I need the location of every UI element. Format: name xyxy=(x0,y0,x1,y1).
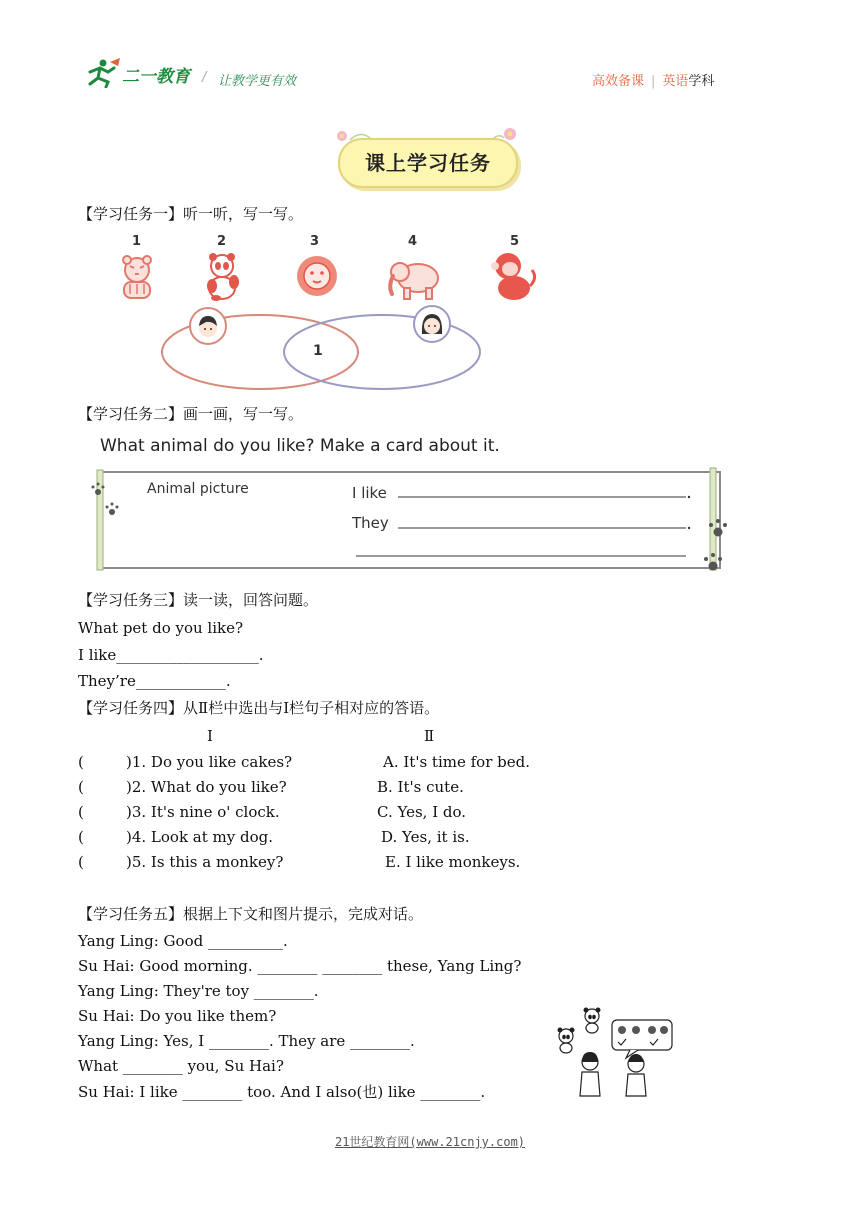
header-slogan: 让教学更有效 xyxy=(218,74,297,89)
task3-line-1: What pet do you like? xyxy=(78,619,244,637)
boy-avatar xyxy=(188,306,228,346)
dialogue-line-1: Yang Ling: Good __________. xyxy=(78,932,288,950)
venn-answer: 1 xyxy=(313,343,323,359)
header-divider: / xyxy=(202,70,207,85)
dialogue-line-6: What ________ you, Su Hai? xyxy=(78,1057,284,1075)
answer-text: B. It's cute. xyxy=(377,778,464,796)
dialogue-line-2: Su Hai: Good morning. ________ ________ these, Yang Ling? xyxy=(78,957,522,975)
task5-heading: 【学习任务五】根据上下文和图片提示，完成对话。 xyxy=(78,905,424,923)
answer-text: D. Yes, it is. xyxy=(381,828,470,846)
dialogue-line-3: Yang Ling: They're toy ________. xyxy=(78,982,319,1000)
girl-avatar xyxy=(412,304,452,344)
card-picture-label: Animal picture xyxy=(147,481,249,497)
tiger-icon xyxy=(114,254,160,302)
footer-link[interactable]: 21世纪教育网(www.21cnjy.com) xyxy=(334,1135,526,1149)
header-right xyxy=(592,70,714,89)
answer-paren[interactable]: ( xyxy=(78,828,84,846)
dialogue-line-7: Su Hai: I like ________ too. And I also(也) like ________. xyxy=(78,1083,486,1101)
animal-number-4: 4 xyxy=(408,234,418,249)
animal-number-3: 3 xyxy=(310,234,320,249)
answer-paren[interactable]: ( xyxy=(78,853,84,871)
task1-heading: 【学习任务一】听一听，写一写。 xyxy=(78,205,304,223)
monkey-icon xyxy=(486,250,538,302)
animal-number-1: 1 xyxy=(132,234,142,249)
elephant-icon xyxy=(386,256,442,302)
column-one-header: I xyxy=(207,727,213,745)
header-subject-prefix: 英语 xyxy=(662,74,689,89)
panda-icon xyxy=(200,252,246,302)
dialogue-line-5: Yang Ling: Yes, I ________. They are ________. xyxy=(78,1032,415,1050)
question-text: )3. It's nine o' clock. xyxy=(126,803,280,821)
task3-line-3: They’re____________. xyxy=(78,672,231,690)
answer-text: C. Yes, I do. xyxy=(377,803,467,821)
question-text: )2. What do you like? xyxy=(126,778,287,796)
animal-number-5: 5 xyxy=(510,234,520,249)
answer-text: E. I like monkeys. xyxy=(385,853,521,871)
header-right-main: 高效备课 xyxy=(592,74,645,89)
answer-paren[interactable]: ( xyxy=(78,753,84,771)
task4-heading: 【学习任务四】从Ⅱ栏中选出与Ⅰ栏句子相对应的答语。 xyxy=(78,699,440,717)
card-line-like: I like xyxy=(352,484,387,502)
section-title: 课上学习任务 xyxy=(338,138,518,188)
animal-card xyxy=(88,462,736,578)
answer-text: A. It's time for bed. xyxy=(383,753,530,771)
question-text: )1. Do you like cakes? xyxy=(126,753,293,771)
answer-paren[interactable]: ( xyxy=(78,803,84,821)
answer-paren[interactable]: ( xyxy=(78,778,84,796)
header-subject-suffix: 学科 xyxy=(688,74,715,89)
card-line-they: They xyxy=(352,514,389,532)
column-two-header: Ⅱ xyxy=(424,727,435,745)
question-text: )4. Look at my dog. xyxy=(126,828,274,846)
task3-line-2: I like___________________. xyxy=(78,646,264,664)
dialogue-line-4: Su Hai: Do you like them? xyxy=(78,1007,277,1025)
task2-heading: 【学习任务二】画一画，写一写。 xyxy=(78,405,304,423)
task2-prompt: What animal do you like? Make a card about it. xyxy=(100,436,500,456)
header xyxy=(84,56,744,92)
animal-number-2: 2 xyxy=(217,234,227,249)
header-right-separator: | xyxy=(651,74,656,89)
logo-runner-icon xyxy=(84,58,122,88)
lion-icon xyxy=(292,254,342,302)
task3-heading: 【学习任务三】读一读，回答问题。 xyxy=(78,591,319,609)
question-text: )5. Is this a monkey? xyxy=(126,853,284,871)
dialogue-illustration xyxy=(552,1006,676,1098)
logo-text: 二一教育 xyxy=(122,67,190,87)
